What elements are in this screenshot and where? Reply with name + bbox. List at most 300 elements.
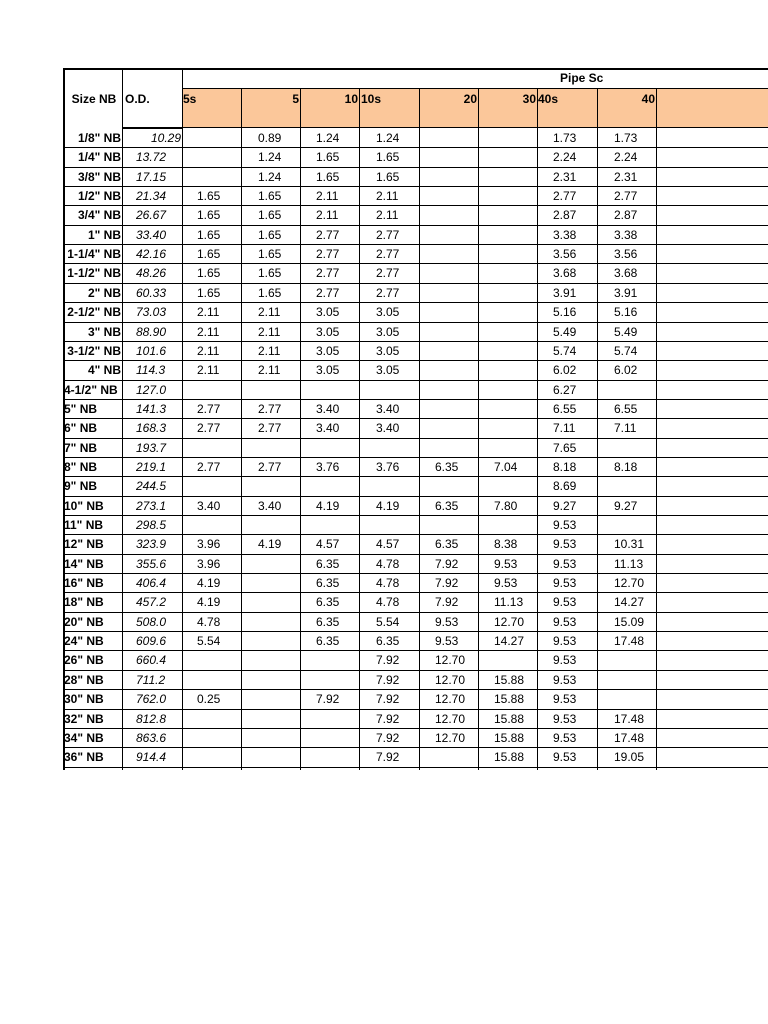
size-cell: 32" NB [64, 711, 104, 726]
thickness-cell: 3.05 [316, 305, 340, 320]
thickness-cell: 2.77 [316, 227, 340, 242]
thickness-cell: 2.87 [553, 208, 577, 223]
col-divider [182, 68, 183, 770]
size-cell: 1-1/4" NB [67, 247, 121, 262]
od-cell: 508.0 [136, 614, 167, 629]
thickness-cell [435, 323, 478, 342]
thickness-cell [197, 439, 241, 458]
thickness-cell: 9.53 [553, 518, 577, 532]
thickness-cell [316, 729, 359, 748]
od-cell: 73.03 [136, 305, 167, 320]
od-cell: 863.6 [136, 730, 167, 745]
thickness-cell: 9.53 [553, 556, 577, 571]
thickness-cell [197, 168, 241, 187]
thickness-cell: 1.65 [197, 189, 221, 204]
thickness-cell [376, 381, 418, 400]
thickness-cell: 12.70 [435, 730, 466, 745]
schedule-header: 10 [344, 92, 358, 106]
thickness-cell: 3.96 [197, 537, 221, 552]
od-cell: 42.16 [136, 247, 167, 262]
thickness-cell: 1.65 [197, 227, 221, 242]
thickness-cell: 12.70 [435, 692, 466, 707]
thickness-cell: 7.92 [435, 556, 459, 571]
thickness-cell [614, 516, 656, 535]
thickness-cell: 4.19 [197, 595, 221, 610]
size-cell: 3" NB [87, 324, 121, 339]
size-cell: 11" NB [64, 518, 104, 532]
thickness-cell [258, 477, 300, 496]
thickness-cell [258, 748, 300, 767]
thickness-cell: 17.48 [614, 634, 645, 649]
thickness-cell: 12.70 [435, 653, 466, 668]
thickness-cell: 7.65 [553, 440, 577, 455]
thickness-cell [197, 381, 241, 400]
thickness-cell: 9.53 [435, 634, 459, 649]
thickness-cell: 2.24 [614, 150, 638, 165]
thickness-cell [494, 206, 537, 225]
size-cell: 3/4" NB [77, 208, 121, 223]
thickness-cell: 2.87 [614, 208, 638, 223]
thickness-cell: 4.19 [376, 498, 400, 513]
thickness-cell: 3.76 [316, 459, 340, 474]
thickness-cell [614, 439, 656, 458]
thickness-cell: 5.49 [553, 324, 577, 339]
size-cell: 2" NB [87, 285, 121, 300]
thickness-cell: 2.77 [197, 401, 221, 416]
thickness-cell: 3.91 [614, 285, 638, 300]
size-cell: 8" NB [64, 459, 98, 474]
thickness-cell: 1.65 [197, 266, 221, 281]
col-divider [419, 89, 420, 770]
thickness-cell: 1.65 [197, 285, 221, 300]
thickness-cell [494, 516, 537, 535]
thickness-cell: 2.77 [197, 421, 221, 436]
thickness-cell: 1.65 [258, 208, 282, 223]
schedule-row-divider [182, 88, 768, 89]
od-cell: 812.8 [136, 711, 167, 726]
thickness-cell: 2.77 [258, 459, 282, 474]
thickness-cell [435, 187, 478, 206]
thickness-cell: 2.11 [376, 208, 399, 223]
thickness-cell [435, 342, 478, 361]
thickness-cell: 4.78 [376, 556, 400, 571]
od-cell: 193.7 [136, 440, 167, 455]
thickness-cell [197, 148, 241, 167]
thickness-cell: 7.11 [614, 421, 637, 436]
size-cell: 1" NB [87, 227, 121, 242]
thickness-cell: 6.02 [614, 363, 638, 378]
thickness-cell: 9.53 [553, 692, 577, 707]
thickness-cell: 9.53 [435, 614, 459, 629]
col-divider [656, 89, 657, 770]
thickness-cell: 7.92 [435, 595, 459, 610]
od-cell: 914.4 [136, 750, 167, 765]
thickness-cell: 3.05 [376, 363, 400, 378]
thickness-cell [494, 381, 537, 400]
thickness-cell: 3.38 [614, 227, 638, 242]
thickness-cell: 2.11 [197, 343, 220, 358]
thickness-cell [435, 439, 478, 458]
thickness-cell: 6.35 [316, 595, 340, 610]
thickness-cell: 2.11 [197, 363, 220, 378]
thickness-cell: 1.65 [376, 150, 400, 165]
size-cell: 5" NB [64, 401, 98, 416]
thickness-cell: 4.78 [197, 614, 221, 629]
od-cell: 609.6 [136, 634, 167, 649]
thickness-cell: 2.77 [316, 266, 340, 281]
od-cell: 60.33 [136, 285, 167, 300]
thickness-cell: 1.65 [316, 150, 340, 165]
thickness-cell [435, 400, 478, 419]
thickness-cell [494, 651, 537, 670]
thickness-cell: 14.27 [494, 634, 525, 649]
thickness-cell: 3.05 [316, 324, 340, 339]
od-cell: 141.3 [136, 401, 167, 416]
size-cell: 24" NB [64, 634, 104, 649]
thickness-cell: 3.05 [376, 305, 400, 320]
thickness-cell: 9.53 [553, 711, 577, 726]
od-cell: 127.0 [136, 382, 167, 397]
thickness-cell [494, 400, 537, 419]
thickness-cell: 1.65 [258, 189, 282, 204]
size-cell: 14" NB [64, 556, 104, 571]
thickness-cell: 2.77 [197, 459, 221, 474]
thickness-cell: 15.88 [494, 672, 525, 687]
thickness-cell [435, 419, 478, 438]
size-cell: 1/8" NB [77, 131, 121, 145]
thickness-cell: 2.77 [376, 266, 400, 281]
thickness-cell: 3.76 [376, 459, 400, 474]
size-cell: 3/8" NB [77, 169, 121, 184]
od-cell: 88.90 [136, 324, 167, 339]
thickness-cell: 4.78 [376, 595, 400, 610]
od-cell: 48.26 [136, 266, 167, 281]
thickness-cell: 1.65 [197, 247, 221, 262]
thickness-cell: 1.24 [376, 131, 400, 145]
size-cell: 20" NB [64, 614, 104, 629]
thickness-cell [316, 748, 359, 767]
thickness-cell: 4.78 [376, 576, 400, 591]
od-cell: 762.0 [136, 692, 167, 707]
thickness-cell: 2.24 [553, 150, 577, 165]
col-divider [537, 89, 538, 770]
thickness-cell: 9.53 [553, 595, 577, 610]
thickness-cell: 2.77 [553, 189, 577, 204]
thickness-cell [258, 439, 300, 458]
size-header: Size NB [71, 92, 117, 106]
size-cell: 26" NB [64, 653, 104, 668]
thickness-cell: 6.02 [553, 363, 577, 378]
thickness-cell: 7.92 [376, 730, 400, 745]
thickness-cell: 15.88 [494, 692, 525, 707]
thickness-cell: 12.70 [435, 672, 466, 687]
thickness-cell: 3.40 [316, 401, 340, 416]
thickness-cell: 8.38 [494, 537, 518, 552]
od-cell: 457.2 [136, 595, 167, 610]
schedule-header: 10s [361, 92, 382, 106]
thickness-cell: 2.11 [258, 363, 281, 378]
col-divider [300, 89, 301, 770]
thickness-cell: 9.27 [553, 498, 577, 513]
thickness-cell: 9.53 [494, 556, 518, 571]
thickness-cell: 17.48 [614, 711, 645, 726]
thickness-cell: 3.40 [197, 498, 221, 513]
thickness-cell: 11.13 [494, 595, 524, 610]
thickness-cell: 2.77 [316, 247, 340, 262]
thickness-cell [316, 516, 359, 535]
thickness-cell: 9.53 [553, 730, 577, 745]
thickness-cell [614, 477, 656, 496]
size-cell: 3-1/2" NB [67, 343, 121, 358]
thickness-cell [258, 574, 300, 593]
thickness-cell [435, 226, 478, 245]
thickness-cell: 7.92 [376, 672, 400, 687]
thickness-cell: 3.56 [614, 247, 638, 262]
thickness-cell: 3.68 [553, 266, 577, 281]
thickness-cell [614, 690, 656, 709]
od-cell: 114.3 [136, 363, 166, 378]
thickness-cell [258, 555, 300, 574]
thickness-cell [197, 729, 241, 748]
thickness-cell [435, 264, 478, 283]
thickness-cell: 2.77 [376, 247, 400, 262]
thickness-cell: 9.53 [553, 576, 577, 591]
schedule-header: 20 [463, 92, 477, 106]
thickness-cell: 9.53 [553, 634, 577, 649]
thickness-cell [316, 477, 359, 496]
thickness-cell: 5.16 [553, 305, 577, 320]
thickness-cell: 2.77 [614, 189, 638, 204]
size-cell: 4-1/2" NB [64, 382, 118, 397]
thickness-cell: 5.49 [614, 324, 638, 339]
thickness-cell [197, 710, 241, 729]
od-cell: 21.34 [136, 189, 167, 204]
size-cell: 6" NB [64, 421, 98, 436]
thickness-cell: 4.57 [316, 537, 340, 552]
thickness-cell: 7.80 [494, 498, 518, 513]
thickness-cell [197, 477, 241, 496]
table-top-border [63, 68, 768, 70]
thickness-cell [258, 593, 300, 612]
thickness-cell [316, 671, 359, 690]
thickness-cell: 2.11 [316, 208, 339, 223]
size-cell: 1/2" NB [77, 189, 121, 204]
thickness-cell: 1.24 [316, 131, 340, 145]
od-cell: 13.72 [136, 150, 167, 165]
thickness-cell: 7.11 [553, 421, 576, 436]
thickness-cell: 1.24 [258, 169, 282, 184]
thickness-cell [376, 477, 418, 496]
thickness-cell: 3.56 [553, 247, 577, 262]
thickness-cell: 15.88 [494, 711, 525, 726]
thickness-cell [494, 168, 537, 187]
thickness-cell [435, 516, 478, 535]
od-cell: 660.4 [136, 653, 167, 668]
thickness-cell: 6.35 [435, 459, 459, 474]
thickness-cell: 9.53 [553, 672, 577, 687]
thickness-cell: 14.27 [614, 595, 645, 610]
thickness-cell: 2.77 [376, 285, 400, 300]
thickness-cell [494, 129, 537, 148]
thickness-cell: 6.27 [553, 382, 577, 397]
od-cell: 711.2 [136, 672, 166, 687]
size-cell: 12" NB [64, 537, 104, 552]
thickness-cell: 4.19 [316, 498, 340, 513]
od-cell: 33.40 [136, 227, 167, 242]
thickness-cell [494, 439, 537, 458]
thickness-cell: 5.54 [197, 634, 221, 649]
thickness-cell: 1.65 [316, 169, 340, 184]
col-divider [122, 68, 123, 770]
thickness-cell: 1.73 [553, 131, 577, 145]
thickness-cell: 2.11 [258, 343, 281, 358]
thickness-cell: 2.11 [258, 324, 281, 339]
thickness-cell: 6.55 [614, 401, 638, 416]
thickness-cell: 6.35 [316, 634, 340, 649]
thickness-cell: 3.40 [316, 421, 340, 436]
thickness-cell [197, 748, 241, 767]
thickness-cell: 9.53 [553, 537, 577, 552]
thickness-cell [258, 381, 300, 400]
size-cell: 28" NB [64, 672, 104, 687]
thickness-cell: 2.11 [316, 189, 339, 204]
thickness-cell [494, 148, 537, 167]
thickness-cell: 15.88 [494, 730, 525, 745]
thickness-cell: 6.55 [553, 401, 577, 416]
thickness-cell: 3.05 [316, 343, 340, 358]
size-cell: 1-1/2" NB [67, 266, 121, 281]
od-cell: 406.4 [136, 576, 167, 591]
thickness-cell [258, 632, 300, 651]
thickness-cell: 6.35 [316, 576, 340, 591]
thickness-cell: 6.35 [376, 634, 400, 649]
thickness-cell [316, 381, 359, 400]
od-cell: 298.5 [136, 518, 167, 532]
thickness-cell: 2.77 [258, 421, 282, 436]
thickness-cell [494, 419, 537, 438]
thickness-cell: 6.35 [435, 498, 459, 513]
thickness-cell: 8.18 [553, 459, 577, 474]
thickness-cell [435, 129, 478, 148]
thickness-cell: 7.92 [376, 750, 400, 765]
thickness-cell [494, 303, 537, 322]
thickness-cell: 3.40 [258, 498, 282, 513]
thickness-cell [435, 477, 478, 496]
thickness-cell: 6.35 [316, 556, 340, 571]
thickness-cell [435, 748, 478, 767]
thickness-cell: 8.18 [614, 459, 638, 474]
thickness-cell: 8.69 [553, 479, 577, 494]
thickness-cell [494, 361, 537, 380]
thickness-cell [614, 671, 656, 690]
thickness-cell [494, 342, 537, 361]
thickness-cell: 5.74 [553, 343, 577, 358]
od-cell: 10.29 [150, 131, 181, 145]
thickness-cell: 2.11 [258, 305, 281, 320]
size-cell: 2-1/2" NB [67, 305, 121, 320]
thickness-cell [494, 264, 537, 283]
schedule-header: 40s [538, 92, 559, 106]
header-bottom-divider [182, 127, 768, 128]
thickness-cell: 5.16 [614, 305, 638, 320]
od-header: O.D. [125, 92, 150, 106]
thickness-cell [614, 381, 656, 400]
thickness-cell [435, 381, 478, 400]
thickness-cell: 7.04 [494, 459, 518, 474]
thickness-cell [258, 651, 300, 670]
size-cell: 34" NB [64, 730, 104, 745]
thickness-cell [197, 129, 241, 148]
thickness-cell: 1.65 [197, 208, 221, 223]
thickness-cell: 3.05 [376, 343, 400, 358]
thickness-cell: 4.57 [376, 537, 400, 552]
od-cell: 26.67 [136, 208, 167, 223]
thickness-cell [435, 148, 478, 167]
thickness-cell: 10.31 [614, 537, 645, 552]
thickness-cell: 9.27 [614, 498, 638, 513]
thickness-cell [494, 245, 537, 264]
od-cell: 168.3 [136, 421, 167, 436]
thickness-cell [494, 323, 537, 342]
thickness-cell: 19.05 [614, 750, 645, 765]
thickness-cell: 1.73 [614, 131, 638, 145]
thickness-cell [435, 361, 478, 380]
od-cell: 219.1 [136, 459, 167, 474]
size-cell: 7" NB [64, 440, 98, 455]
table-title: Pipe Sc [560, 71, 604, 85]
thickness-cell [376, 439, 418, 458]
thickness-cell: 15.09 [614, 614, 645, 629]
col-divider [241, 89, 242, 770]
size-cell: 30" NB [64, 692, 104, 707]
size-cell: 18" NB [64, 595, 104, 610]
size-cell: 16" NB [64, 576, 104, 591]
thickness-cell: 1.65 [258, 285, 282, 300]
thickness-cell: 5.54 [376, 614, 400, 629]
thickness-cell: 7.92 [316, 692, 340, 707]
thickness-cell: 9.53 [553, 614, 577, 629]
size-cell: 9" NB [64, 479, 98, 494]
thickness-cell: 3.38 [553, 227, 577, 242]
thickness-cell: 0.89 [258, 131, 282, 145]
thickness-cell: 7.92 [376, 653, 400, 668]
thickness-cell: 3.91 [553, 285, 577, 300]
thickness-cell [435, 206, 478, 225]
thickness-cell: 6.35 [435, 537, 459, 552]
thickness-cell: 1.65 [258, 247, 282, 262]
thickness-cell [258, 671, 300, 690]
thickness-cell [376, 516, 418, 535]
size-cell: 10" NB [64, 498, 104, 513]
thickness-cell [258, 710, 300, 729]
thickness-cell: 4.19 [197, 576, 221, 591]
thickness-cell: 1.65 [258, 227, 282, 242]
thickness-cell: 11.13 [614, 556, 644, 571]
thickness-cell [435, 303, 478, 322]
thickness-cell: 3.96 [197, 556, 221, 571]
col-divider [359, 89, 360, 770]
thickness-cell [258, 516, 300, 535]
thickness-cell: 2.31 [553, 169, 577, 184]
schedule-header: 5s [183, 92, 197, 106]
thickness-cell: 1.24 [258, 150, 282, 165]
size-cell: 4" NB [87, 363, 121, 378]
thickness-cell [316, 710, 359, 729]
thickness-cell [258, 613, 300, 632]
thickness-cell: 3.05 [316, 363, 340, 378]
thickness-cell [197, 516, 241, 535]
thickness-cell: 2.77 [258, 401, 282, 416]
